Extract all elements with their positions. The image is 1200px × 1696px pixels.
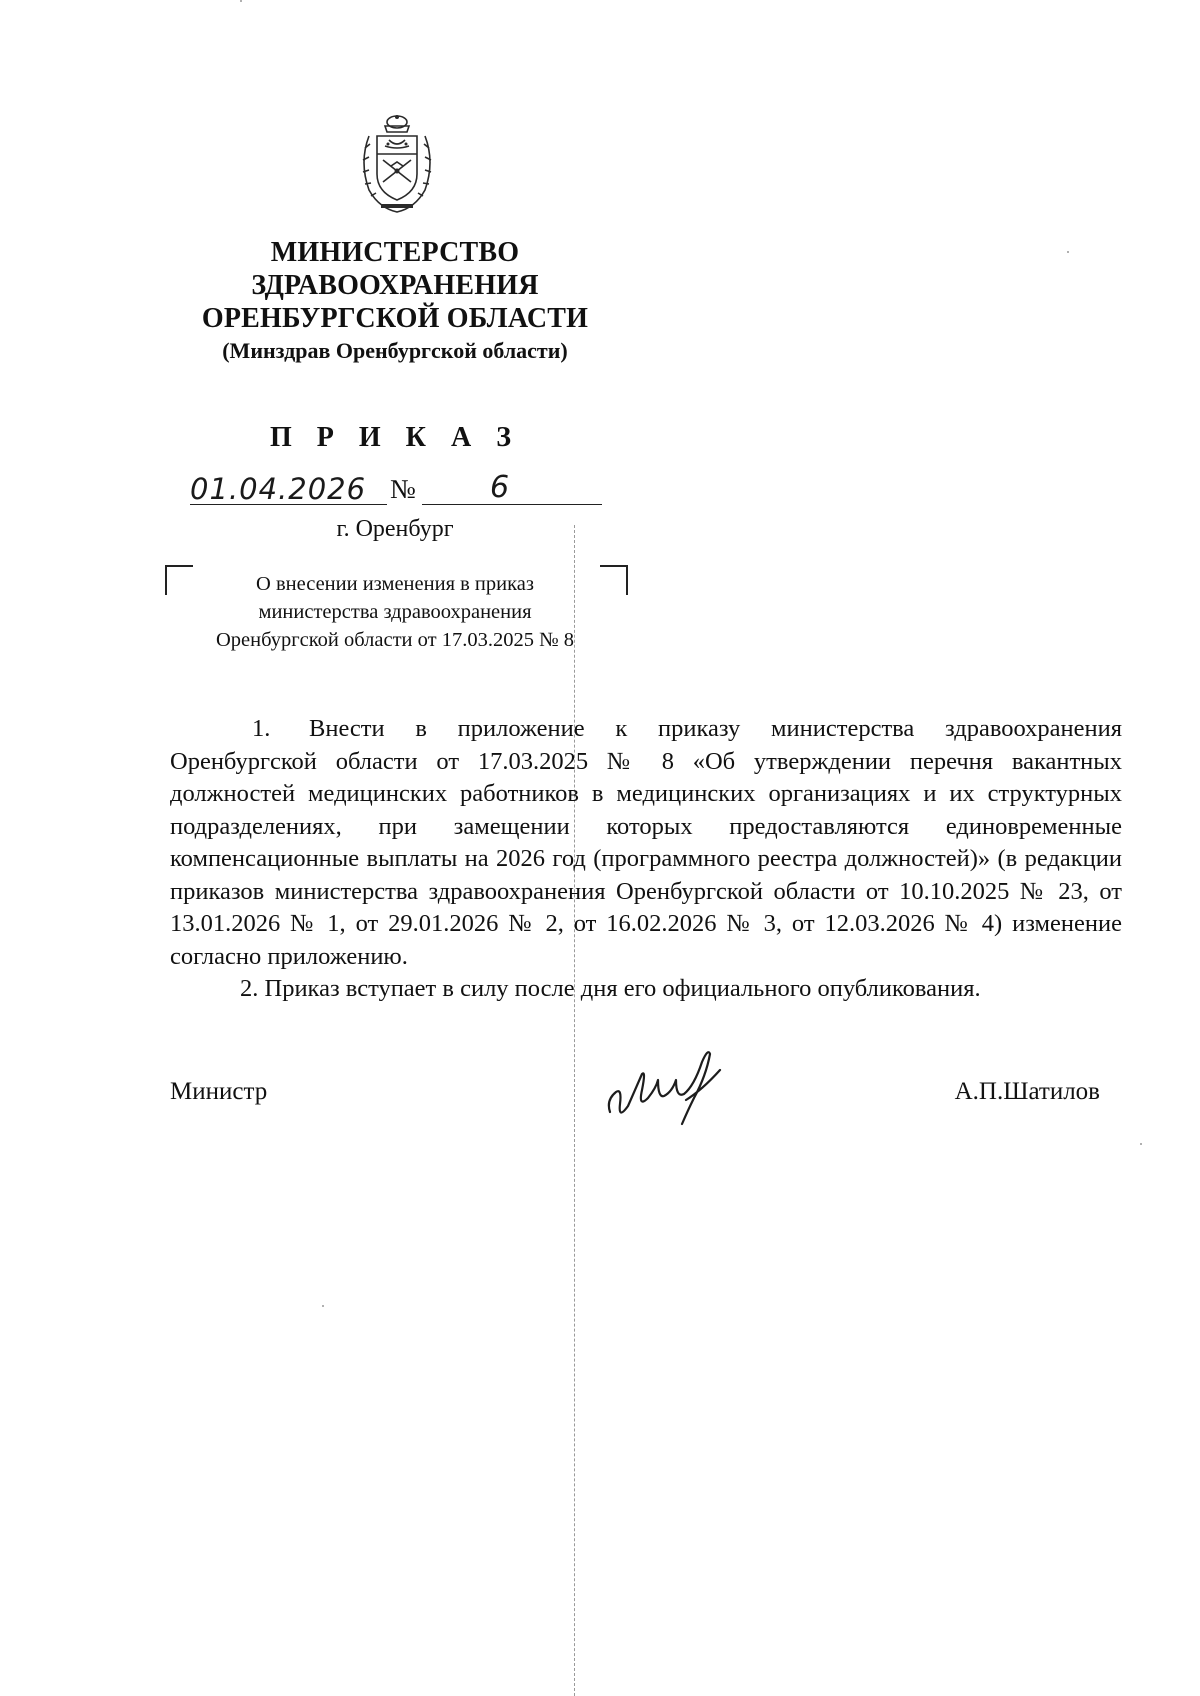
ministry-name-line-3: ОРЕНБУРГСКОЙ ОБЛАСТИ xyxy=(201,303,589,334)
order-date: 01.04.2026 xyxy=(190,472,367,506)
order-item-1-text: Внести в приложение к приказу министерства здравоохранения Оренбургской области от 17.03.2025 № 8 «Об утверждении перечня вакантных должностей медицинских работников в медицинских организациях и их структурных подразделениях, при замещении которых предоставляются единовременные компенсационные выплаты на 2026 год (программного реестра должностей)» (в редакции приказов министерства здравоохранения Оренбургской области от 10.10.2025 № 23, от 13.01.2026 № 1, от 29.01.2026 № 2, от 16.02.2026 № 3, от 12.03.2026 № 4) изменение согласно приложению. xyxy=(170,715,1122,970)
scan-speck xyxy=(322,1305,324,1307)
signer-name: А.П.Шатилов xyxy=(954,1078,1100,1105)
scan-speck xyxy=(240,0,242,2)
ministry-header xyxy=(150,236,640,366)
number-underline xyxy=(422,504,602,505)
order-subject xyxy=(180,570,610,654)
scan-speck xyxy=(1067,251,1069,253)
signer-post: Министр xyxy=(170,1078,268,1105)
order-item-2: 2. Приказ вступает в силу после дня его официального опубликования. xyxy=(240,975,981,1002)
signature-block xyxy=(170,1072,1100,1132)
scan-speck xyxy=(1140,1143,1142,1145)
subject-line-3: Оренбургской области от 17.03.2025 № 8 xyxy=(215,629,575,651)
order-city: г. Оренбург xyxy=(336,516,454,542)
handwritten-signature-icon xyxy=(602,1040,732,1130)
order-number: 6 xyxy=(490,470,510,505)
coat-of-arms-icon xyxy=(355,112,439,218)
date-underline xyxy=(190,504,387,505)
ministry-short-name: (Минздрав Оренбургской области) xyxy=(222,338,568,363)
number-sign: № xyxy=(390,474,416,504)
order-item-1 xyxy=(170,713,1122,973)
order-date-number-line xyxy=(190,472,610,510)
subject-line-2: министерства здравоохранения xyxy=(258,601,532,623)
ministry-name-line-2: ЗДРАВООХРАНЕНИЯ xyxy=(251,270,539,301)
order-body xyxy=(170,713,1122,1006)
ministry-name-line-1: МИНИСТЕРСТВО xyxy=(270,237,520,268)
order-title: П Р И К А З xyxy=(270,422,520,453)
order-item-1-number: 1. xyxy=(252,715,271,742)
subject-line-1: О внесении изменения в приказ xyxy=(256,573,534,595)
